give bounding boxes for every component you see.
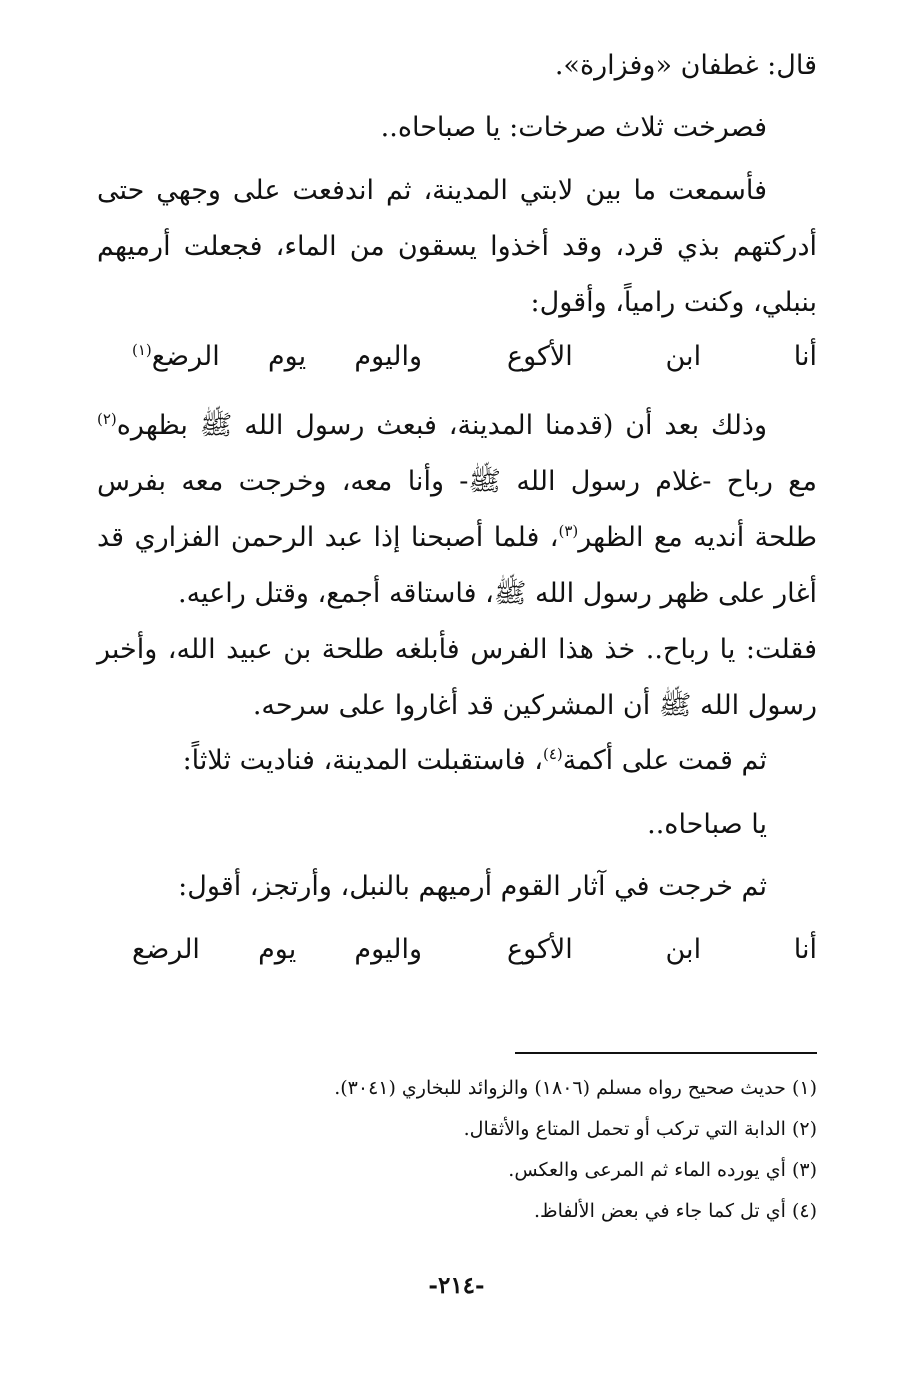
footnote-ref-1: (١) xyxy=(132,341,152,359)
verse-1-second-hemistich xyxy=(132,329,422,385)
footnote-4: (٤) أي تل كما جاء في بعض الألفاظ. xyxy=(533,1200,817,1222)
text-line-thumma-kharajtu xyxy=(97,859,817,915)
footnote-ref-3: (٣) xyxy=(558,522,579,540)
paragraph-wa-dhalika-text-a: وذلك بعد أن (قدمنا المدينة، فبعث رسول الله ﷺ بظهره xyxy=(116,410,767,441)
text-line-ya-sabahah xyxy=(97,797,817,853)
footnote-ref-4: (٤) xyxy=(542,745,563,763)
text-thumma-qumtu-b: ، فاستقبلت المدينة، فناديت ثلاثاً: xyxy=(182,745,543,776)
verse-2-second-hemistich: واليوم يوم الرضع xyxy=(132,934,422,965)
text-line-thumma-qumtu xyxy=(97,733,817,789)
paragraph-fa-asmatu-text: فأسمعت ما بين لابتي المدينة، ثم اندفعت على وجهي حتى أدركتهم بذي قرد، وقد أخذوا يسقون من الماء، فجعلت أرميهم بنبلي، وكنت رامياً، وأقول: xyxy=(97,175,817,318)
verse-1-second-text: واليوم يوم الرضع xyxy=(151,341,422,372)
footnote-3: (٣) أي يورده الماء ثم المرعى والعكس. xyxy=(508,1159,817,1181)
verse-line-2 xyxy=(97,922,817,978)
paragraph-wa-dhalika xyxy=(97,398,817,622)
text-fasarakhtu: فصرخت ثلاث صرخات: يا صباحاه.. xyxy=(380,112,767,143)
paragraph-fa-qultu-text: فقلت: يا رباح.. خذ هذا الفرس فأبلغه طلحة بن عبيد الله، وأخبر رسول الله ﷺ أن المشركين قد أغاروا على سرحه. xyxy=(97,634,817,721)
text-thumma-kharajtu: ثم خرجت في آثار القوم أرميهم بالنبل، وأرتجز، أقول: xyxy=(178,871,767,902)
footnote-2: (٢) الدابة التي تركب أو تحمل المتاع والأثقال. xyxy=(463,1118,817,1140)
text-line-fasarakhtu xyxy=(97,100,817,156)
paragraph-wa-dhalika-text-b: مع رباح -غلام رسول الله ﷺ- وأنا معه، وخرجت معه بفرس طلحة أنديه مع الظهر xyxy=(97,466,817,553)
paragraph-fa-asmatu xyxy=(97,163,817,331)
footnote-separator xyxy=(515,1052,817,1054)
verse-line-1 xyxy=(97,329,817,385)
text-thumma-qumtu-a: ثم قمت على أكمة xyxy=(562,745,767,776)
verse-1-first-hemistich: أنا ابن الأكوع xyxy=(507,341,817,372)
text-ya-sabahah: يا صباحاه.. xyxy=(647,809,767,840)
footnote-ref-2: (٢) xyxy=(97,410,117,428)
footnotes xyxy=(97,1068,817,1232)
text-line-qala xyxy=(97,38,817,94)
text-qala: قال: غطفان «وفزارة». xyxy=(554,50,817,81)
page-number: -٢١٤- xyxy=(428,1272,485,1299)
paragraph-wa-dhalika-text-c: ، فلما أصبحنا إذا عبد الرحمن الفزاري قد أغار على ظهر رسول الله ﷺ، فاستاقه أجمع، وقتل راعيه. xyxy=(97,522,817,609)
paragraph-fa-qultu xyxy=(97,622,817,734)
verse-2-first-hemistich: أنا ابن الأكوع xyxy=(507,934,817,965)
footnote-1: (١) حديث صحيح رواه مسلم (١٨٠٦) والزوائد للبخاري (٣٠٤١). xyxy=(334,1077,817,1099)
